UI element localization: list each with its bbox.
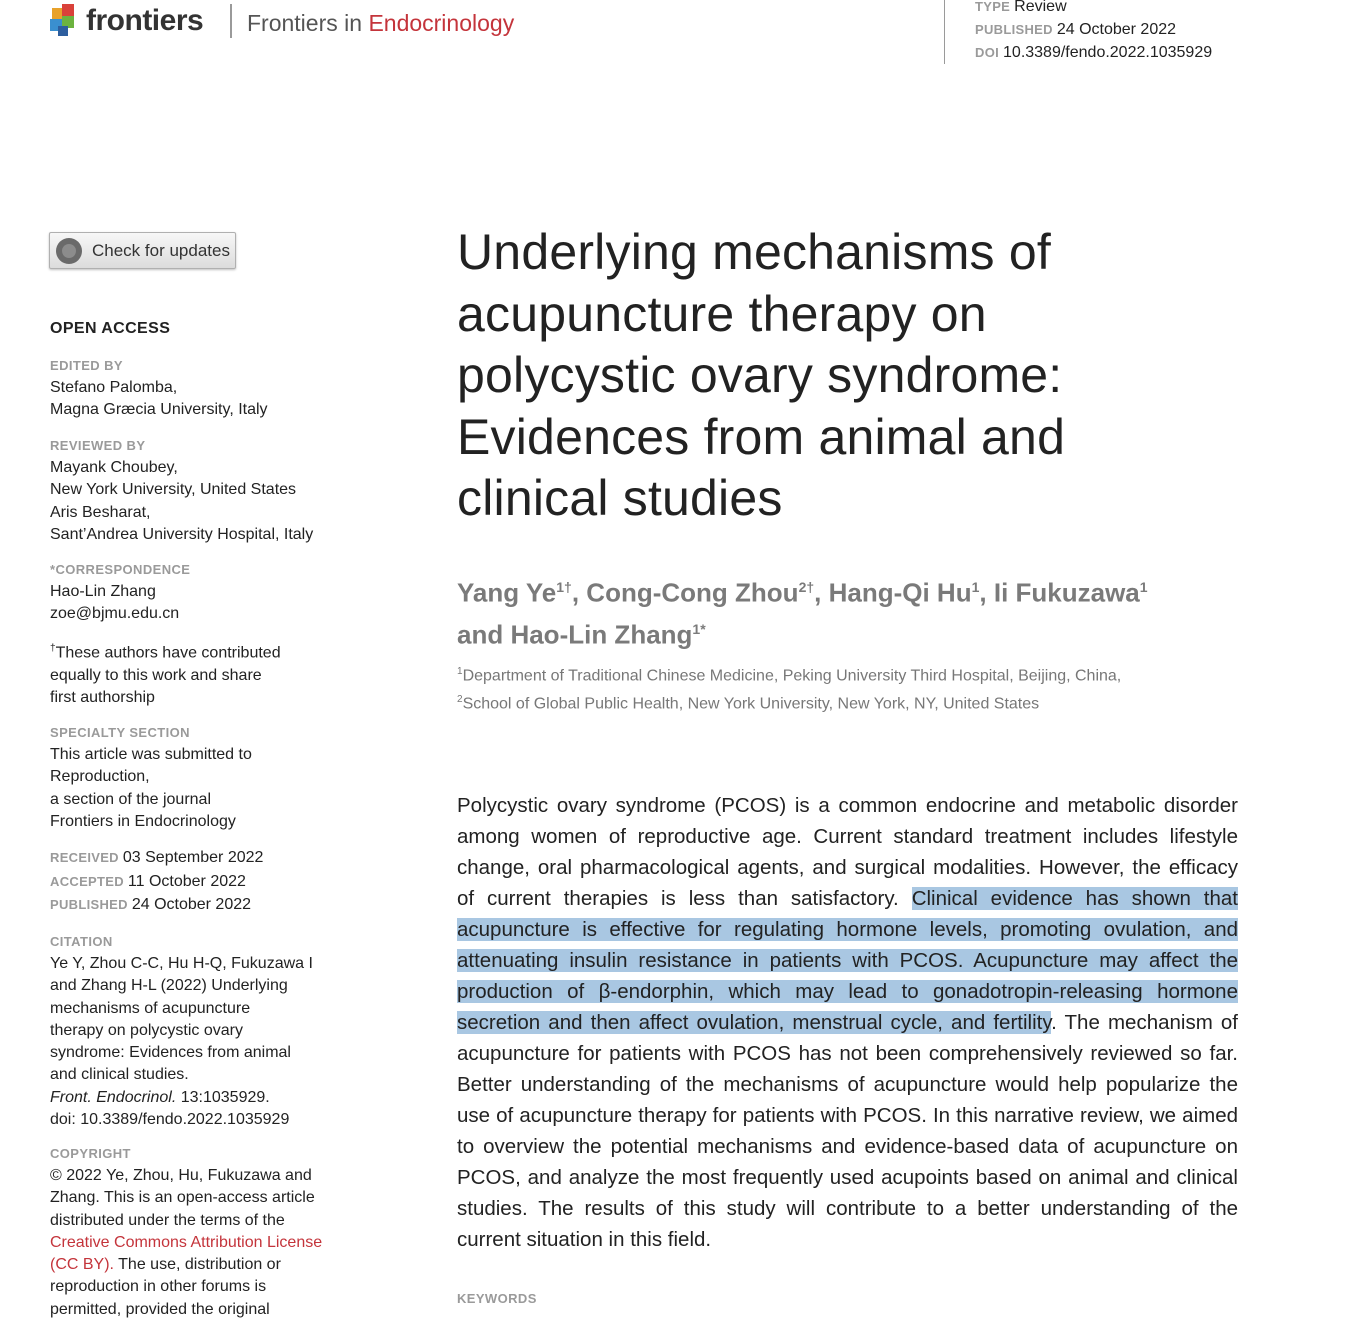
author-name[interactable]: Ii Fukuzawa — [993, 577, 1140, 608]
meta-type: TYPE Review — [975, 0, 1067, 15]
open-access-label: OPEN ACCESS — [50, 320, 171, 337]
highlighted-selection[interactable]: Clinical evidence has shown that acupuncture is effective for regulating hormone levels, promoting ovulation, and attenuating insulin resistance in patients with PCOS. Acupuncture may affect the production of β-endorphin, which may lead to gonadotropin-releasing hormone secretion and then affect ovulation, menstrual cycle, and fertility — [457, 887, 1239, 1034]
article-title: Underlying mechanisms of acupuncture therapy on polycystic ovary syndrome: Evidences from animal and clinical studies — [457, 224, 1066, 526]
correspondence-email[interactable]: zoe@bjmu.edu.cn — [50, 605, 180, 623]
dates-section: RECEIVED 03 September 2022 ACCEPTED 11 October 2022 PUBLISHED 24 October 2022 — [50, 849, 264, 913]
header-divider — [230, 4, 232, 38]
crossmark-icon — [56, 238, 82, 264]
check-for-updates-button[interactable] — [49, 232, 236, 269]
logo-wordmark: frontiers — [86, 4, 204, 37]
frontiers-logo[interactable] — [50, 4, 203, 38]
equal-contribution-note: †These authors have contributed equally to this work and share first authorship — [50, 643, 281, 706]
citation-section: CITATION Ye Y, Zhou C-C, Hu H-Q, Fukuzawa I and Zhang H-L (2022) Underlying mechanisms of acupuncture therapy on polycystic ovary syndrome: Evidences from animal and clinical studies. Front. Endocrinol. 13:1035929. doi: 10.3389/fendo.2022.1035929 — [50, 933, 350, 1131]
journal-prefix: Frontiers in — [247, 10, 369, 36]
check-for-updates-label: Check for updates — [92, 240, 230, 260]
author-name[interactable]: Cong-Cong Zhou — [586, 577, 799, 608]
author-name[interactable]: Hang-Qi Hu — [828, 577, 972, 608]
affiliation-item: $^2$School of Global Public Health, New York University, New York, NY, United States — [457, 694, 1040, 713]
meta-divider — [944, 0, 945, 64]
author-name[interactable]: and Hao-Lin Zhang — [457, 619, 693, 650]
keywords-heading: KEYWORDS — [457, 1291, 537, 1306]
specialty-section: SPECIALTY SECTION This article was submitted to Reproduction, a section of the journal Frontiers in Endocrinology — [50, 725, 252, 830]
affiliations — [457, 660, 1257, 717]
author-list: Yang $Ye^{1\dagger}$, Cong-Cong Zhou$^{2\dagger}$, Hang-Qi Hu$^1$, Ii Fukuzawa$^1$ and Hao-Lin Zhang$^{1*}$ — [457, 577, 1148, 650]
cc-license-link[interactable]: Creative Commons Attribution License — [50, 1233, 323, 1251]
journal-field: Endocrinology — [368, 10, 515, 36]
author-name[interactable]: Yang Ye — [457, 577, 557, 608]
copyright-section: COPYRIGHT © 2022 Ye, Zhou, Hu, Fukuzawa and Zhang. This is an open-access article distributed under the terms of the Creative Commons Attribution License (CC BY). The use, distribution or reproduction in other forums is permitted, provided the original — [50, 1145, 350, 1321]
correspondence-section: *CORRESPONDENCE Hao-Lin Zhang zoe@bjmu.edu.cn — [50, 561, 350, 626]
meta-doi[interactable]: DOI 10.3389/fendo.2022.1035929 — [975, 44, 1213, 61]
abstract-text: Polycystic ovary syndrome (PCOS) is a common endocrine and metabolic disorder among women of reproductive age. Current standard treatment includes lifestyle change, oral pharmacological agents, and surgical modalities. However, the efficacy of current therapies is less than satisfactory. Clinical evidence has shown that acupuncture is effective for regulating hormone levels, promoting ovulation, and attenuating insulin resistance in patients with PCOS. Acupuncture may affect the production of β-endorphin, which may lead to gonadotropin-releasing hormone secretion and then affect ovulation, menstrual cycle, and fertility. The mechanism of acupuncture for patients with PCOS has not been comprehensively reviewed so far. Better understanding of the mechanisms of acupuncture would help popularize the use of acupuncture therapy for patients with PCOS. In this narrative review, we aimed to overview the potential mechanisms and evidence-based data of acupuncture on PCOS, and analyze the most frequently used acupoints based on animal and clinical studies. The results of this study will contribute to a better understanding of the current situation in this field. — [457, 794, 1239, 1251]
edited-by-section: EDITED BY Stefano Palomba, Magna Græcia University, Italy — [50, 358, 268, 419]
affiliation-item: $^1$Department of Traditional Chinese Medicine, Peking University Third Hospital, Beijing, China, — [457, 666, 1122, 685]
meta-published: PUBLISHED 24 October 2022 — [975, 21, 1177, 38]
frontiers-logo-icon — [50, 4, 80, 38]
citation-doi[interactable]: doi: 10.3389/fendo.2022.1035929 — [50, 1111, 290, 1129]
journal-name[interactable] — [247, 10, 514, 37]
reviewed-by-section: REVIEWED BY Mayank Choubey, New York University, United States Aris Besharat, Sant’Andrea University Hospital, Italy — [50, 438, 314, 543]
cc-by-link[interactable]: (CC BY). — [50, 1256, 114, 1274]
